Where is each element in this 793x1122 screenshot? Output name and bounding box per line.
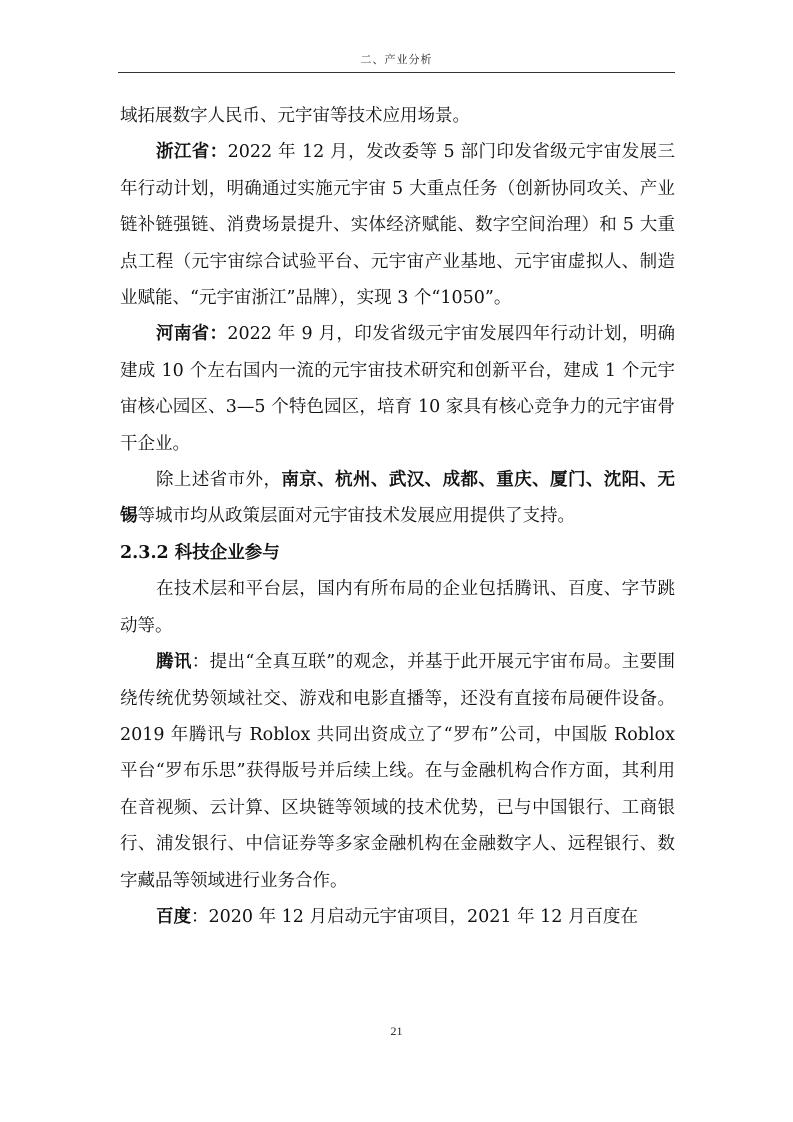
paragraph-tencent [120, 644, 675, 899]
paragraph-baidu [120, 899, 675, 935]
paragraph-zhejiang [120, 134, 675, 316]
paragraph-lead: 河南省： [156, 324, 228, 345]
section-heading: 2.3.2 科技企业参与 [120, 542, 280, 563]
paragraph-lead: 腾讯 [156, 652, 192, 673]
paragraph-text: ：2020 年 12 月启动元宇宙项目，2021 年 12 月百度在 [191, 906, 638, 927]
paragraph-henan [120, 316, 675, 462]
running-header: 二、产业分析 [360, 53, 433, 66]
paragraph-text: 在技术层和平台层，国内有所布局的企业包括腾讯、百度、字节跳动等。 [120, 579, 675, 636]
paragraph-lead: 浙江省： [156, 142, 228, 163]
paragraph-text: 域拓展数字人民币、元宇宙等技术应用场景。 [120, 106, 470, 126]
paragraph-text: 2022 年 9 月，印发省级元宇宙发展四年行动计划，明确建成 10 个左右国内一流的元宇宙技术研究和创新平台，建成 1 个元宇宙核心园区、3—5 个特色园区，培育 10 家具有核心竞争力的元宇宙骨干企业。 [120, 324, 676, 454]
paragraph-intro: 除上述省市外， [156, 470, 282, 491]
paragraph-continuation [120, 98, 675, 134]
body-text [120, 98, 675, 935]
paragraph-lead: 百度 [156, 906, 191, 927]
paragraph-text: 等城市均从政策层面对元宇宙技术发展应用提供了支持。 [137, 506, 575, 527]
paragraph-text: 2022 年 12 月，发改委等 5 部门印发省级元宇宙发展三年行动计划，明确通过实施元宇宙 5 大重点任务（创新协同攻关、产业链补链强链、消费场景提升、实体经济赋能、数字空间治理）和 5 大重点工程（元宇宙综合试验平台、元宇宙产业基地、元宇宙虚拟人、制造业赋能、“元宇宙浙江”品牌），实现 3 个“1050”。 [120, 142, 675, 309]
paragraph-other-cities [120, 462, 675, 535]
page-number: 21 [390, 1024, 403, 1038]
paragraph-text: ：提出“全真互联”的观念，并基于此开展元宇宙布局。主要围绕传统优势领域社交、游戏和电影直播等，还没有直接布局硬件设备。2019 年腾讯与 Roblox 共同出资成立了“罗布”公司，中国版 Roblox 平台“罗布乐思”获得版号并后续上线。在与金融机构合作方面，其利用在音视频、云计算、区块链等领域的技术优势，已与中国银行、工商银行、浦发银行、中信证券等多家金融机构在金融数字人、远程银行、数字藏品等领域进行业务合作。 [120, 652, 675, 891]
city-list: 南京、杭州、武汉、成都、重庆、厦门、沈阳、无锡 [120, 470, 675, 527]
paragraph-enterprises [120, 571, 675, 644]
header-rule [118, 72, 675, 73]
